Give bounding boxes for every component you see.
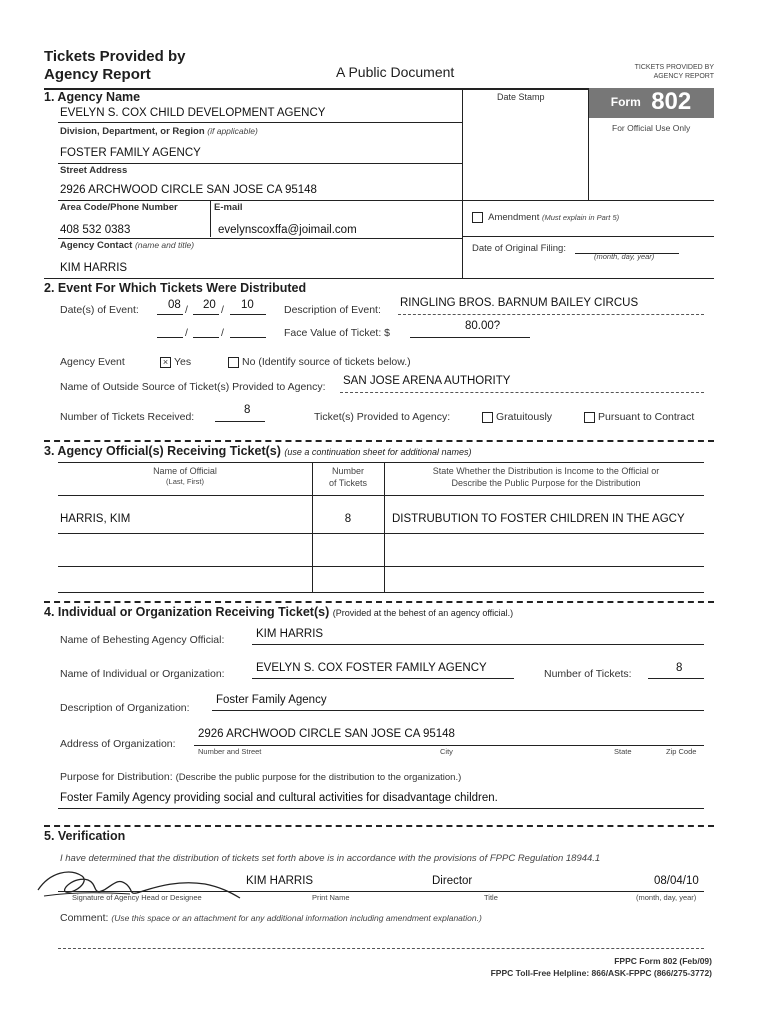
addr-sub-city: City [440, 747, 453, 756]
official-use-label: For Official Use Only [612, 123, 691, 133]
date-stamp-label: Date Stamp [497, 92, 545, 102]
purpose-label: Purpose for Distribution: (Describe the public purpose for the distribution to the organization.) [60, 771, 462, 783]
section5-heading: 5. Verification [44, 829, 126, 843]
amendment-field[interactable]: Amendment (Must explain in Part 5) [472, 212, 619, 223]
original-filing-note: (month, day, year) [594, 252, 655, 261]
section3-heading: 3. Agency Official(s) Receiving Ticket(s) (use a continuation sheet for additional names) [44, 444, 472, 458]
org-address-label: Address of Organization: [60, 738, 176, 750]
phone-label: Area Code/Phone Number [60, 202, 178, 213]
col-purpose-head2: Describe the Public Purpose for the Distribution [451, 478, 641, 488]
email-label: E-mail [214, 202, 243, 213]
col-purpose-head1: State Whether the Distribution is Income to the Official or [432, 466, 660, 476]
col-official-head: Name of Official [153, 466, 217, 476]
verifier-name: KIM HARRIS [246, 875, 314, 887]
verifier-title: Director [432, 875, 473, 887]
purpose-value: Foster Family Agency providing social and cultural activities for disadvantage children. [60, 792, 498, 804]
original-filing-label: Date of Original Filing: [472, 243, 566, 254]
event-date-day: 20 [203, 299, 216, 311]
org-name-label: Name of Individual or Organization: [60, 668, 225, 680]
title-label: Title [484, 893, 498, 902]
helpline-footer: FPPC Toll-Free Helpline: 866/ASK-FPPC (866/275-3772) [490, 968, 712, 978]
official-name-cell: HARRIS, KIM [60, 513, 131, 525]
col-number-head2: of Tickets [328, 478, 367, 488]
agency-name-value: EVELYN S. COX CHILD DEVELOPMENT AGENCY [60, 107, 326, 119]
public-document-label: A Public Document [336, 64, 455, 80]
org-tickets-value: 8 [676, 662, 683, 674]
section1-heading: 1. Agency Name [44, 90, 141, 104]
face-value-value: 80.00? [465, 320, 501, 332]
street-value: 2926 ARCHWOOD CIRCLE SAN JOSE CA 95148 [60, 184, 317, 196]
contact-value: KIM HARRIS [60, 262, 128, 274]
event-date-month: 08 [168, 299, 181, 311]
section2-heading: 2. Event For Which Tickets Were Distributed [44, 281, 307, 295]
org-address-value: 2926 ARCHWOOD CIRCLE SAN JOSE CA 95148 [198, 728, 455, 740]
street-label: Street Address [60, 165, 128, 176]
verification-statement: I have determined that the distribution of tickets set forth above is in accordance with the provisions of FPPC Regulation 18944.1 [60, 853, 601, 864]
event-description-label: Description of Event: [284, 304, 381, 316]
header-right-line1: TICKETS PROVIDED BY [634, 64, 714, 71]
event-dates-label: Date(s) of Event: [60, 304, 139, 316]
gratuitously-option[interactable]: Gratuitously [482, 411, 552, 423]
col-number-head1: Number [331, 466, 364, 476]
event-date-year: 10 [241, 299, 254, 311]
signature-label: Signature of Agency Head or Designee [72, 893, 202, 902]
agency-event-label: Agency Event [60, 356, 125, 368]
contact-label: Agency Contact (name and title) [60, 240, 195, 251]
yes-checkbox[interactable]: × [160, 357, 171, 368]
addr-sub-state: State [614, 747, 632, 756]
verifier-date: 08/04/10 [654, 875, 699, 887]
no-checkbox[interactable] [228, 357, 239, 368]
outside-source-label: Name of Outside Source of Ticket(s) Provided to Agency: [60, 381, 326, 393]
addr-sub-street: Number and Street [198, 747, 262, 756]
agency-event-no[interactable]: No (Identify source of tickets below.) [228, 356, 411, 368]
org-description-label: Description of Organization: [60, 702, 190, 714]
org-tickets-label: Number of Tickets: [544, 668, 632, 680]
org-name-value: EVELYN S. COX FOSTER FAMILY AGENCY [256, 662, 487, 674]
form-title-line2: Agency Report [44, 66, 151, 83]
behest-label: Name of Behesting Agency Official: [60, 634, 225, 646]
division-label: Division, Department, or Region (if applicable) [60, 126, 258, 137]
face-value-label: Face Value of Ticket: $ [284, 327, 391, 339]
event-description-value: RINGLING BROS. BARNUM BAILEY CIRCUS [400, 297, 639, 309]
pursuant-contract-option[interactable]: Pursuant to Contract [584, 411, 694, 423]
form-title-line1: Tickets Provided by [44, 48, 186, 65]
addr-sub-zip: Zip Code [666, 747, 697, 756]
form-id-footer: FPPC Form 802 (Feb/09) [614, 956, 712, 966]
phone-value: 408 532 0383 [60, 224, 131, 236]
header-right-line2: AGENCY REPORT [653, 73, 714, 80]
official-purpose-cell: DISTRUBUTION TO FOSTER CHILDREN IN THE AGCY [392, 513, 685, 525]
agency-event-yes[interactable]: × Yes [160, 356, 191, 368]
col-official-sub: (Last, First) [166, 477, 204, 486]
date-label: (month, day, year) [636, 893, 697, 902]
outside-source-value: SAN JOSE ARENA AUTHORITY [343, 375, 511, 387]
pursuant-checkbox[interactable] [584, 412, 595, 423]
division-value: FOSTER FAMILY AGENCY [60, 147, 201, 159]
official-number-cell: 8 [344, 513, 352, 525]
tickets-provided-label: Ticket(s) Provided to Agency: [314, 411, 451, 423]
amendment-checkbox[interactable] [472, 212, 483, 223]
email-value: evelynscoxffa@joimail.com [218, 224, 357, 236]
section4-heading: 4. Individual or Organization Receiving Ticket(s) (Provided at the behest of an agency official.) [44, 605, 514, 619]
behest-value: KIM HARRIS [256, 628, 324, 640]
form-802-badge: Form 802 [588, 88, 714, 118]
comment-label: Comment: (Use this space or an attachment for any additional information including amendment explanation.) [60, 912, 482, 924]
tickets-received-label: Number of Tickets Received: [60, 411, 195, 423]
tickets-received-value: 8 [244, 404, 251, 416]
print-name-label: Print Name [312, 893, 350, 902]
gratuitously-checkbox[interactable] [482, 412, 493, 423]
org-description-value: Foster Family Agency [216, 694, 327, 706]
